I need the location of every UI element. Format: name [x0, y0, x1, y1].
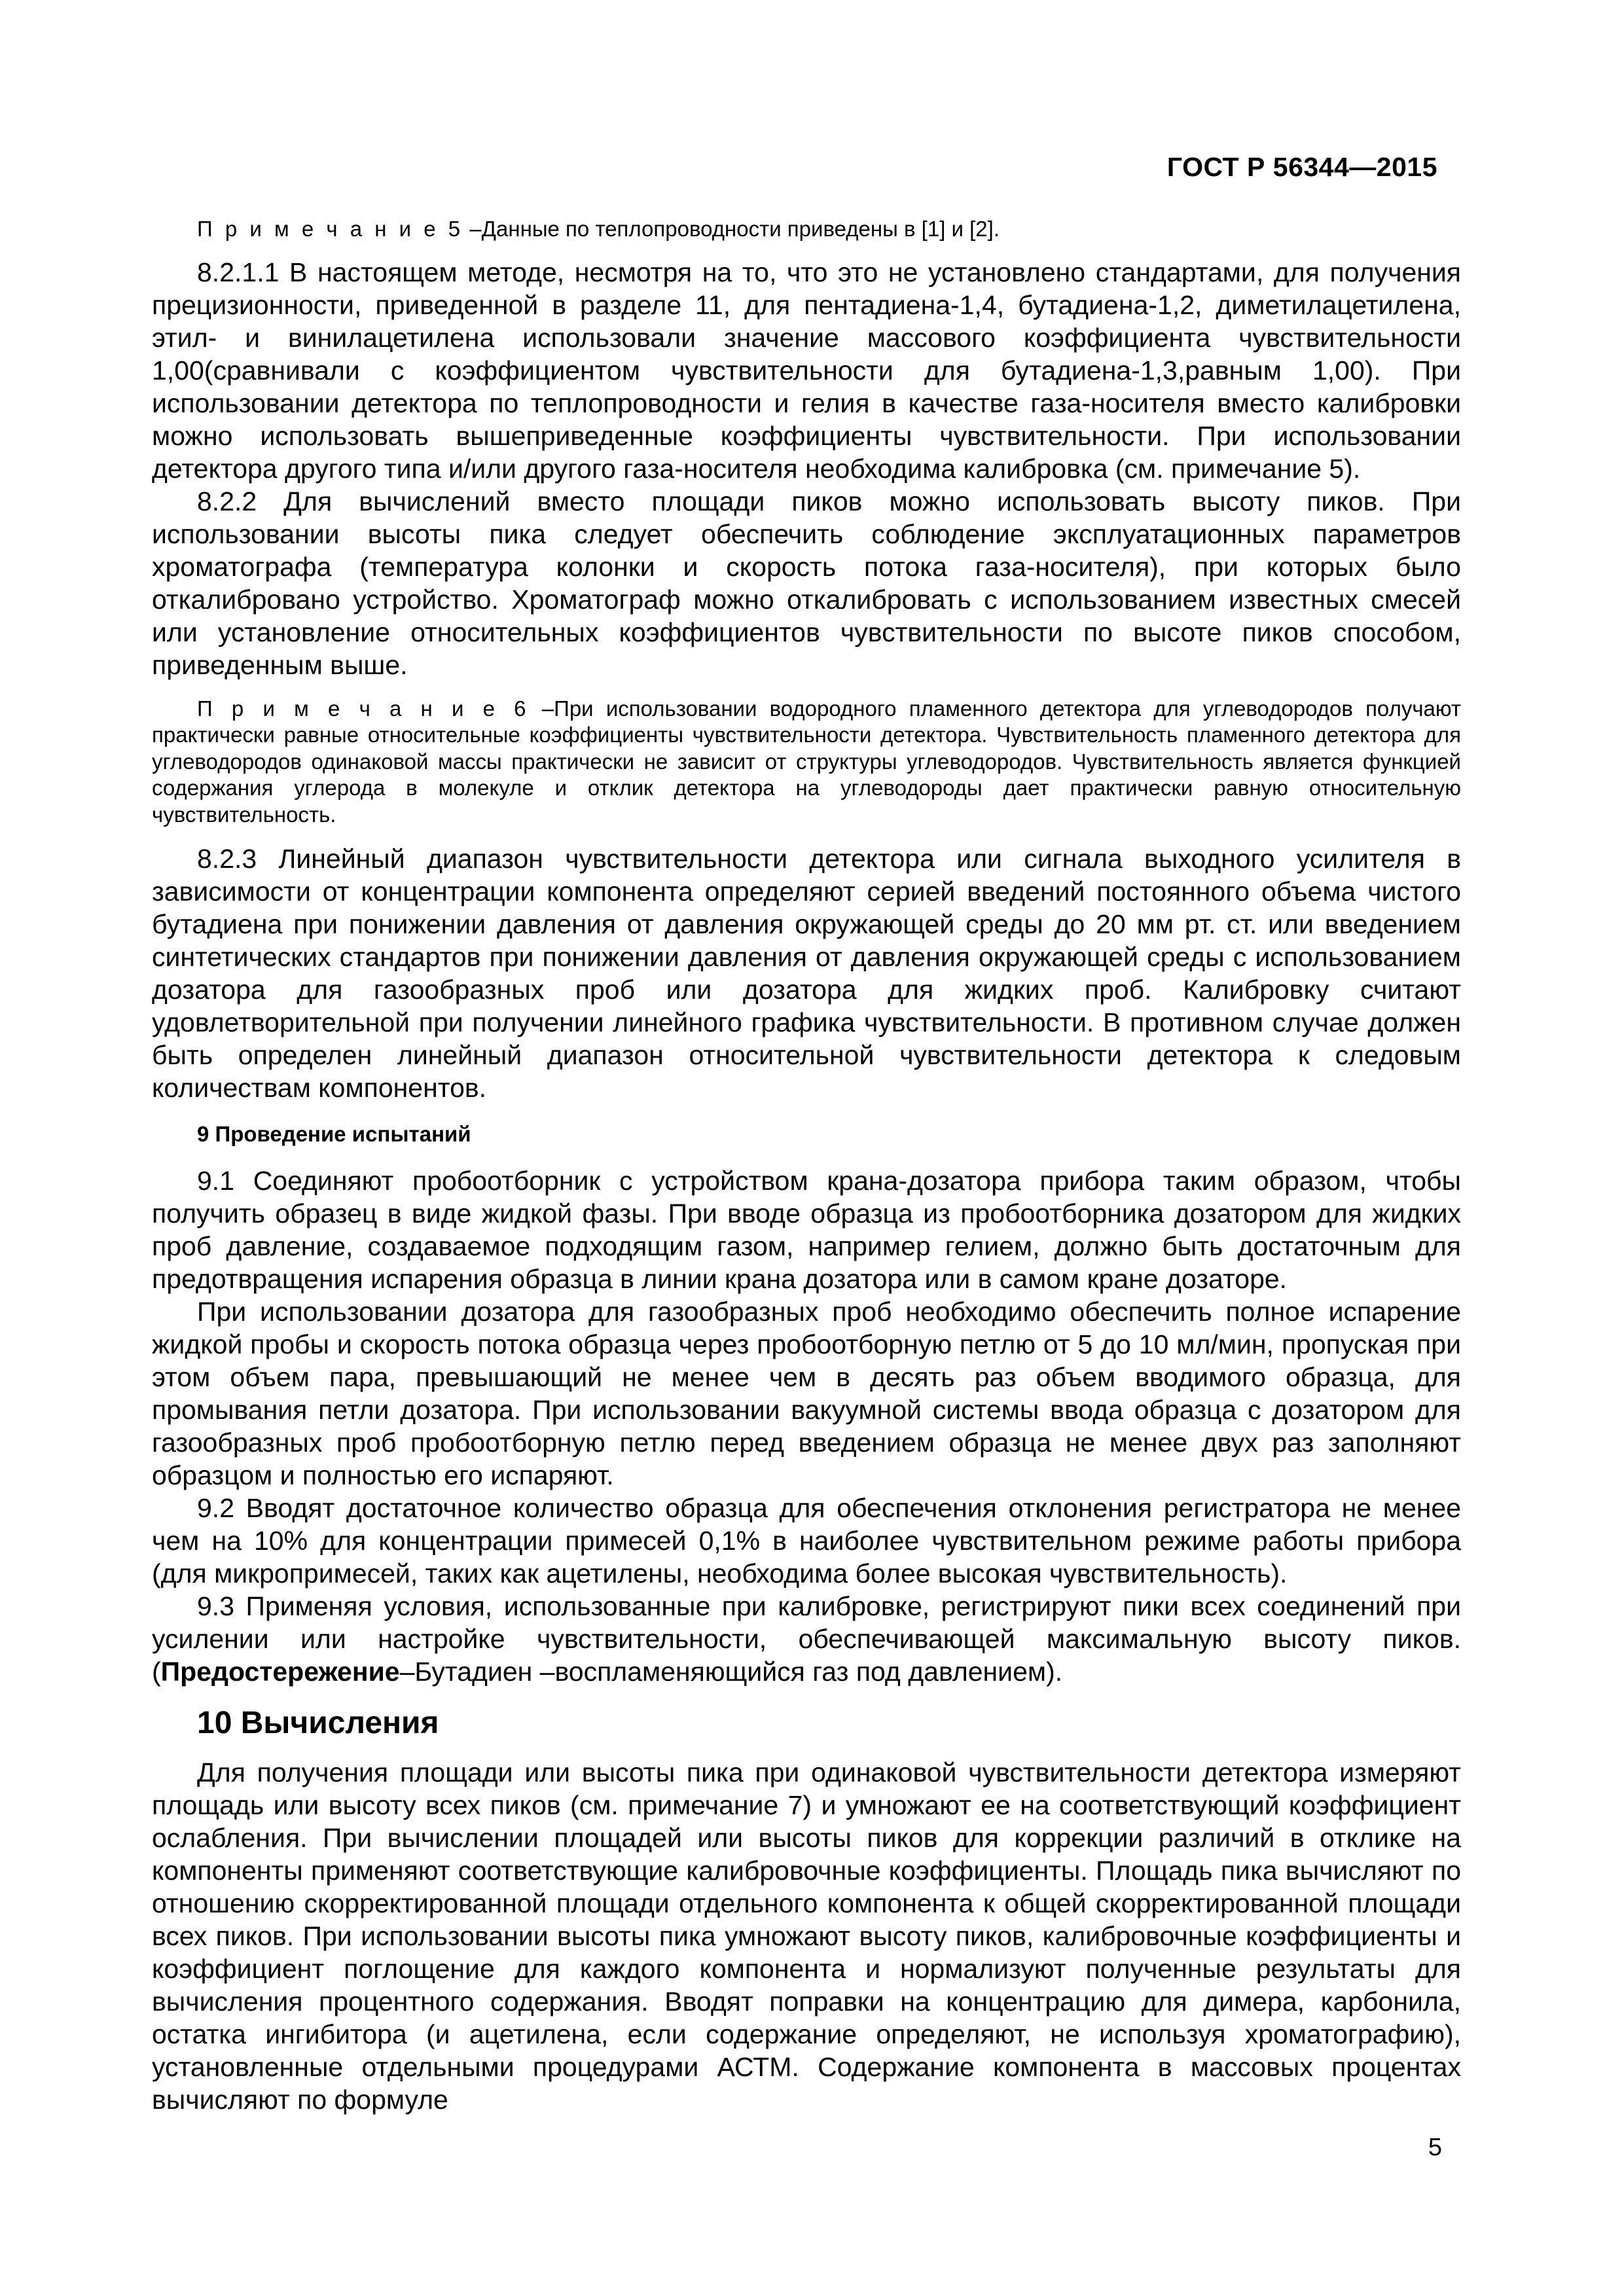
document-code-header: ГОСТ Р 56344—2015 — [1166, 152, 1437, 182]
note-6 — [152, 696, 1461, 829]
paragraph-8-2-1-1: 8.2.1.1 В настоящем методе, несмотря на то, что это не установлено стандартами, для получения прецизионности, приведенной в разделе 11, для пентадиена-1,4, бутадиена-1,2, диметилацетилена, этил- и винилацетилена использовали значение массового коэффициента чувствительности 1,00(сравнивали с коэффициентом чувствительности для бутадиена-1,3,равным 1,00). При использовании детектора по теплопроводности и гелия в качестве газа-носителя вместо калибровки можно использовать вышеприведенные коэффициенты чувствительности. При использовании детектора другого типа и/или другого газа-носителя необходима калибровка (см. примечание 5). — [152, 257, 1461, 484]
page-number: 5 — [1428, 2134, 1442, 2161]
paragraph-9-3 — [152, 1590, 1461, 1688]
warning-label: Предостережение — [160, 1657, 400, 1687]
section-9-heading: 9 Проведение испытаний — [197, 1122, 471, 1146]
note-5-text: –Данные по теплопроводности приведены в [1] и [2]. — [463, 217, 1000, 241]
note-5 — [152, 216, 1461, 243]
paragraph-9-3-end: –Бутадиен –воспламеняющийся газ под давлением). — [399, 1657, 1063, 1687]
note-5-label: П р и м е ч а н и е 5 — [197, 217, 464, 241]
paragraph-9-2: 9.2 Вводят достаточное количество образца для обеспечения отклонения регистратора не менее чем на 10% для концентрации примесей 0,1% в наиболее чувствительном режиме работы прибора (для микропримесей, таких как ацетилены, необходима более высокая чувствительность). — [152, 1493, 1461, 1588]
paragraph-9-3-start: 9.3 Применяя условия, использованные при калибровке, регистрируют пики всех соединений при усилении или настройке чувствительности, обеспечивающей максимальную высоту пиков. ( — [152, 1591, 1461, 1687]
paragraph-8-2-3: 8.2.3 Линейный диапазон чувствительности детектора или сигнала выходного усилителя в зависимости от концентрации компонента определяют серией введений постоянного объема чистого бутадиена при понижении давления от давления окружающей среды до 20 мм рт. ст. или введением синтетических стандартов при понижении давления от давления окружающей среды с использованием дозатора для газообразных проб или дозатора для жидких проб. Калибровку считают удовлетворительной при получении линейного графика чувствительности. В противном случае должен быть определен линейный диапазон относительной чувствительности детектора к следовым количествам компонентов. — [152, 844, 1461, 1103]
paragraph-10: Для получения площади или высоты пика при одинаковой чувствительности детектора измеряют площадь или высоту всех пиков (см. примечание 7) и умножают ее на соответствующий коэффициент ослабления. При вычислении площадей или высоты пиков для коррекции различий в отклике на компоненты применяют соответствующие калибровочные коэффициенты. Площадь пика вычисляют по отношению скорректированной площади отдельного компонента к общей скорректированной площади всех пиков. При использовании высоты пика умножают высоту пиков, калибровочные коэффициенты и коэффициент поглощение для каждого компонента и нормализуют полученные результаты для вычисления процентного содержания. Вводят поправки на концентрацию для димера, карбонила, остатка ингибитора (и ацетилена, если содержание определяют, не используя хроматографию), установленные отдельными процедурами АСТМ. Содержание компонента в массовых процентах вычисляют по формуле — [152, 1757, 1461, 2115]
note-6-text: –При использовании водородного пламенного детектора для углеводородов получают практически равные относительные коэффициенты чувствительности детектора. Чувствительность пламенного детектора для углеводородов одинаковой массы практически не зависит от структуры углеводородов. Чувствительность является функцией содержания углерода в молекуле и отклик детектора на углеводороды дает практически равную относительную чувствительность. — [152, 696, 1462, 827]
paragraph-9-1-continued: При использовании дозатора для газообразных проб необходимо обеспечить полное испарение жидкой пробы и скорость потока образца через пробоотборную петлю от 5 до 10 мл/мин, пропуская при этом объем пара, превышающий не менее чем в десять раз объем вводимого образца, для промывания петли дозатора. При использовании вакуумной системы ввода образца с дозатором для газообразных проб пробоотборную петлю перед введением образца не менее двух раз заполняют образцом и полностью его испаряют. — [152, 1297, 1461, 1490]
note-6-label: П р и м е ч а н и е 6 — [197, 696, 530, 721]
document-body — [152, 216, 1461, 2116]
paragraph-8-2-2: 8.2.2 Для вычислений вместо площади пиков можно использовать высоту пиков. При использовании высоты пика следует обеспечить соблюдение эксплуатационных параметров хроматографа (температура колонки и скорость потока газа-носителя), при которых было откалибровано устройство. Хроматограф можно откалибровать с использованием известных смесей или установление относительных коэффициентов чувствительности по высоте пиков способом, приведенным выше. — [152, 486, 1461, 680]
paragraph-9-1: 9.1 Соединяют пробоотборник с устройством крана-дозатора прибора таким образом, чтобы получить образец в виде жидкой фазы. При вводе образца из пробоотборника дозатором для жидких проб давление, создаваемое подходящим газом, например гелием, должно быть достаточным для предотвращения испарения образца в линии крана дозатора или в самом кране дозаторе. — [152, 1166, 1461, 1294]
section-10-heading: 10 Вычисления — [197, 1706, 439, 1740]
